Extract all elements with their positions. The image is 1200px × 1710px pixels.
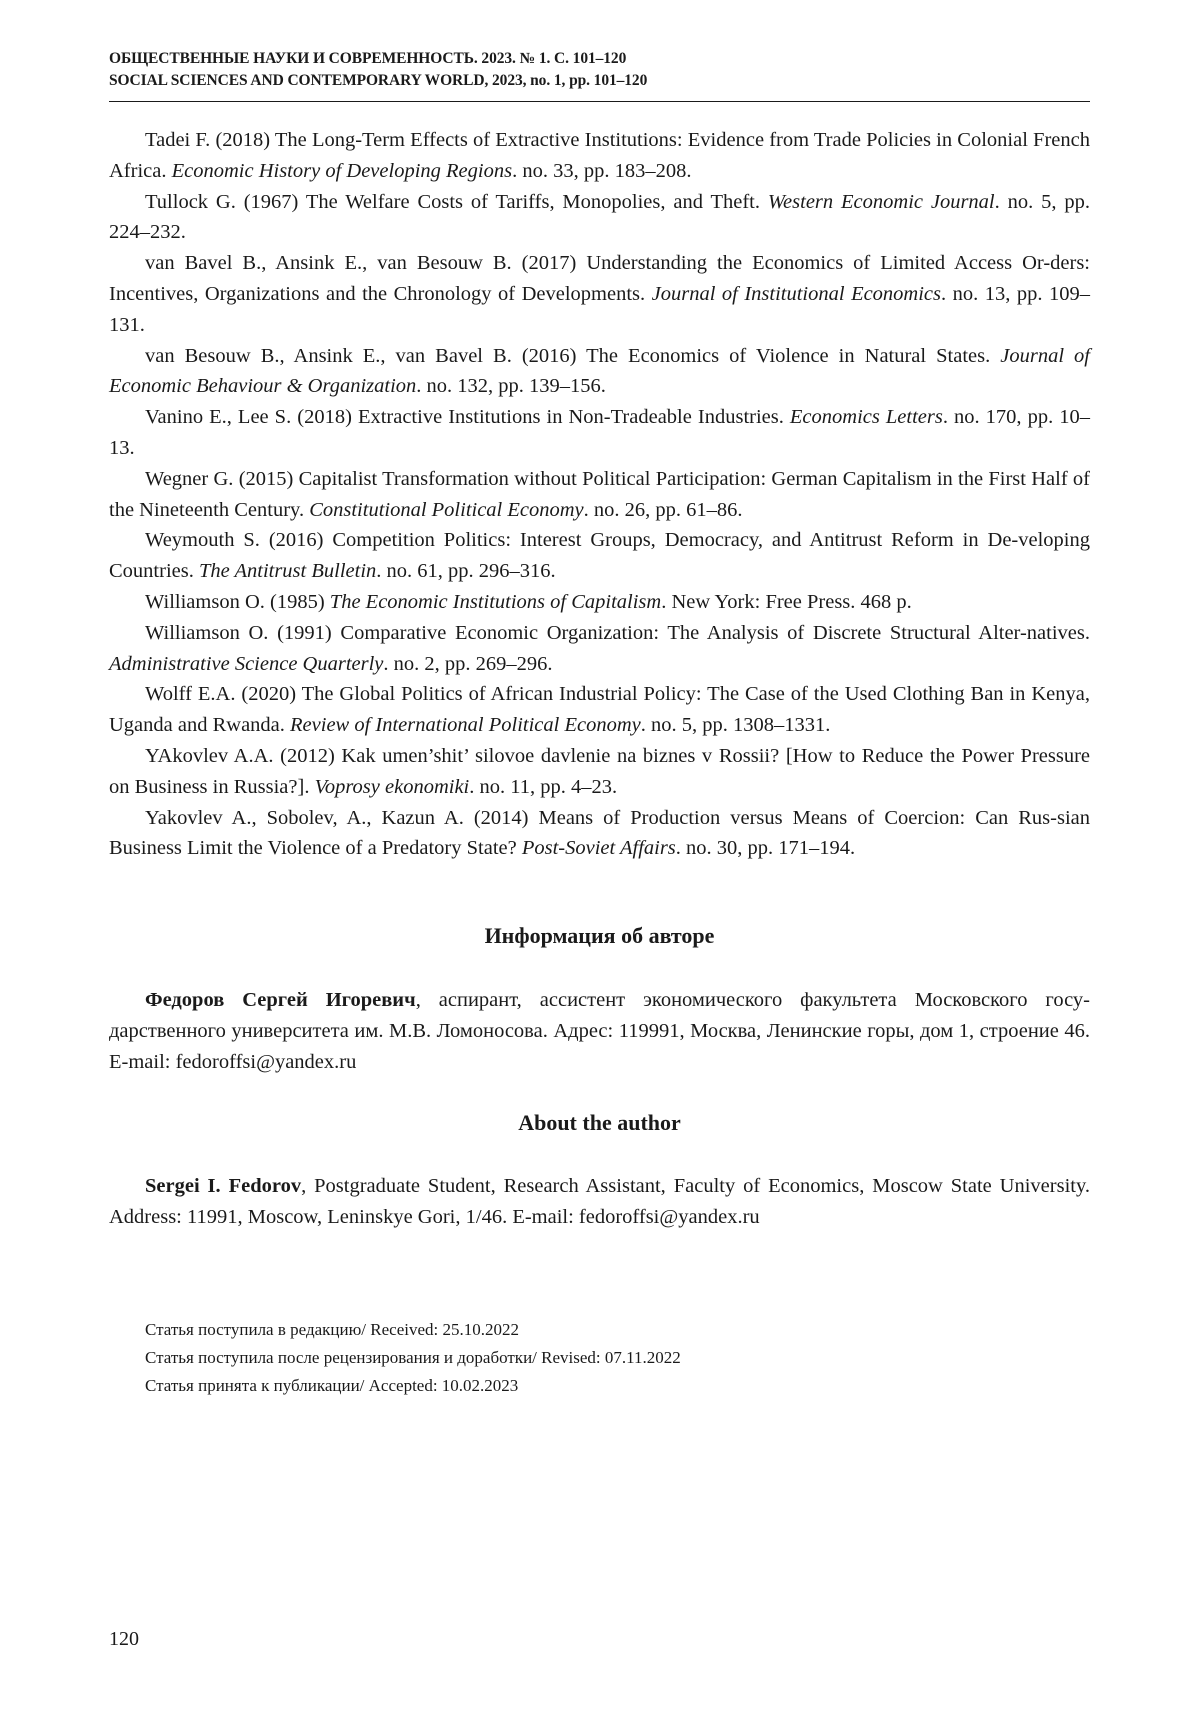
reference-item: Tadei F. (2018) The Long-Term Effects of Extractive Institutions: Evidence from Trade Policies in Colonial French Africa. Economic History of Developing Regions. no. 33, pp. 183–208. <box>109 129 1090 182</box>
reference-journal: Journal of Economic Behaviour & Organization <box>109 344 1090 398</box>
reference-journal: The Antitrust Bulletin <box>198 560 377 583</box>
author-info-title-en: About the author <box>518 1110 681 1135</box>
date-revised: Статья поступила после рецензирования и доработки/ Revised: 07.11.2022 <box>145 1348 681 1367</box>
reference-journal: Constitutional Political Economy <box>309 498 584 521</box>
running-head-ru: ОБЩЕСТВЕННЫЕ НАУКИ И СОВРЕМЕННОСТЬ. 2023. № 1. С. 101–120 <box>109 50 627 67</box>
reference-journal: Economics Letters <box>789 406 943 429</box>
reference-item: Wolff E.A. (2020) The Global Politics of African Industrial Policy: The Case of the Used Clothing Ban in Kenya, Uganda and Rwanda. Review of International Political Economy. no. 5, pp. 1308–1331. <box>109 683 1090 737</box>
reference-item: Williamson O. (1991) Comparative Economic Organization: The Analysis of Discrete Structural Alter-natives. Administrative Science Quarterly. no. 2, pp. 269–296. <box>109 621 1090 675</box>
reference-item: Tullock G. (1967) The Welfare Costs of Tariffs, Monopolies, and Theft. Western Economic Journal. no. 5, pp. 224–232. <box>109 190 1090 244</box>
header-rule <box>109 101 1090 102</box>
reference-journal: Post-Soviet Affairs <box>521 837 676 860</box>
page-number: 120 <box>109 1628 139 1650</box>
reference-item: Yakovlev A., Sobolev, A., Kazun A. (2014) Means of Production versus Means of Coercion: Can Rus-sian Business Limit the Violence of a Predatory State? Post-Soviet Affairs. no. 30, pp. 171–194. <box>109 806 1090 860</box>
reference-item: Vanino E., Lee S. (2018) Extractive Institutions in Non-Tradeable Industries. Economics Letters. no. 170, pp. 10–13. <box>109 406 1090 459</box>
reference-item: Williamson O. (1985) The Economic Institutions of Capitalism. New York: Free Press. 468 p. <box>145 590 912 613</box>
author-info-title-ru: Информация об авторе <box>484 923 715 948</box>
reference-item: van Besouw B., Ansink E., van Bavel B. (2016) The Economics of Violence in Natural States. Journal of Economic Behaviour & Organization. no. 132, pp. 139–156. <box>109 344 1090 398</box>
date-received: Статья поступила в редакцию/ Received: 25.10.2022 <box>145 1320 519 1339</box>
running-head-en: SOCIAL SCIENCES AND CONTEMPORARY WORLD, 2023, no. 1, pp. 101–120 <box>109 72 648 89</box>
author-info-ru: Федоров Сергей Игоревич, аспирант, ассистент экономического факультета Московского госу-дарственного университета им. М.В. Ломоносова. Адрес: 119991, Москва, Ленинские горы, дом 1, строение 46. E-mail: fedoroffsi@yandex.ru <box>109 989 1090 1073</box>
reference-journal: Voprosy ekonomiki <box>314 775 470 798</box>
reference-book-title: The Economic Institutions of Capitalism <box>329 590 662 613</box>
journal-page <box>109 0 1090 1710</box>
reference-item: Weymouth S. (2016) Competition Politics: Interest Groups, Democracy, and Antitrust Reform in De-veloping Countries. The Antitrust Bulletin. no. 61, pp. 296–316. <box>109 529 1090 583</box>
date-accepted: Статья принята к публикации/ Accepted: 10.02.2023 <box>145 1376 519 1395</box>
running-head <box>109 48 1090 92</box>
article-dates <box>145 1316 1045 1400</box>
author-name-en: Sergei I. Fedorov <box>145 1175 302 1197</box>
reference-list <box>109 125 1090 864</box>
reference-journal: Economic History of Developing Regions <box>171 159 513 182</box>
reference-journal: Administrative Science Quarterly <box>109 652 384 675</box>
reference-journal: Western Economic Journal <box>767 190 995 213</box>
reference-journal: Journal of Institutional Economics <box>651 282 942 305</box>
reference-journal: Review of International Political Economy <box>290 714 641 737</box>
reference-item: Wegner G. (2015) Capitalist Transformation without Political Participation: German Capitalism in the First Half of the Nineteenth Century. Constitutional Political Economy. no. 26, pp. 61–86. <box>109 467 1090 521</box>
reference-item: van Bavel B., Ansink E., van Besouw B. (2017) Understanding the Economics of Limited Access Or-ders: Incentives, Organizations and the Chronology of Developments. Journal of Institutional Economics. no. 13, pp. 109–131. <box>109 252 1090 336</box>
reference-item: YAkovlev A.A. (2012) Kak umen’shit’ silovoe davlenie na biznes v Rossii? [How to Reduce the Power Pressure on Business in Russia?]. Voprosy ekonomiki. no. 11, pp. 4–23. <box>109 744 1090 798</box>
author-info-en: Sergei I. Fedorov, Postgraduate Student, Research Assistant, Faculty of Economics, Moscow State University. Address: 11991, Moscow, Leninskye Gori, 1/46. E-mail: fedoroffsi@yandex.ru <box>109 1175 1090 1228</box>
author-name-ru: Федоров Сергей Игоревич <box>145 989 416 1011</box>
